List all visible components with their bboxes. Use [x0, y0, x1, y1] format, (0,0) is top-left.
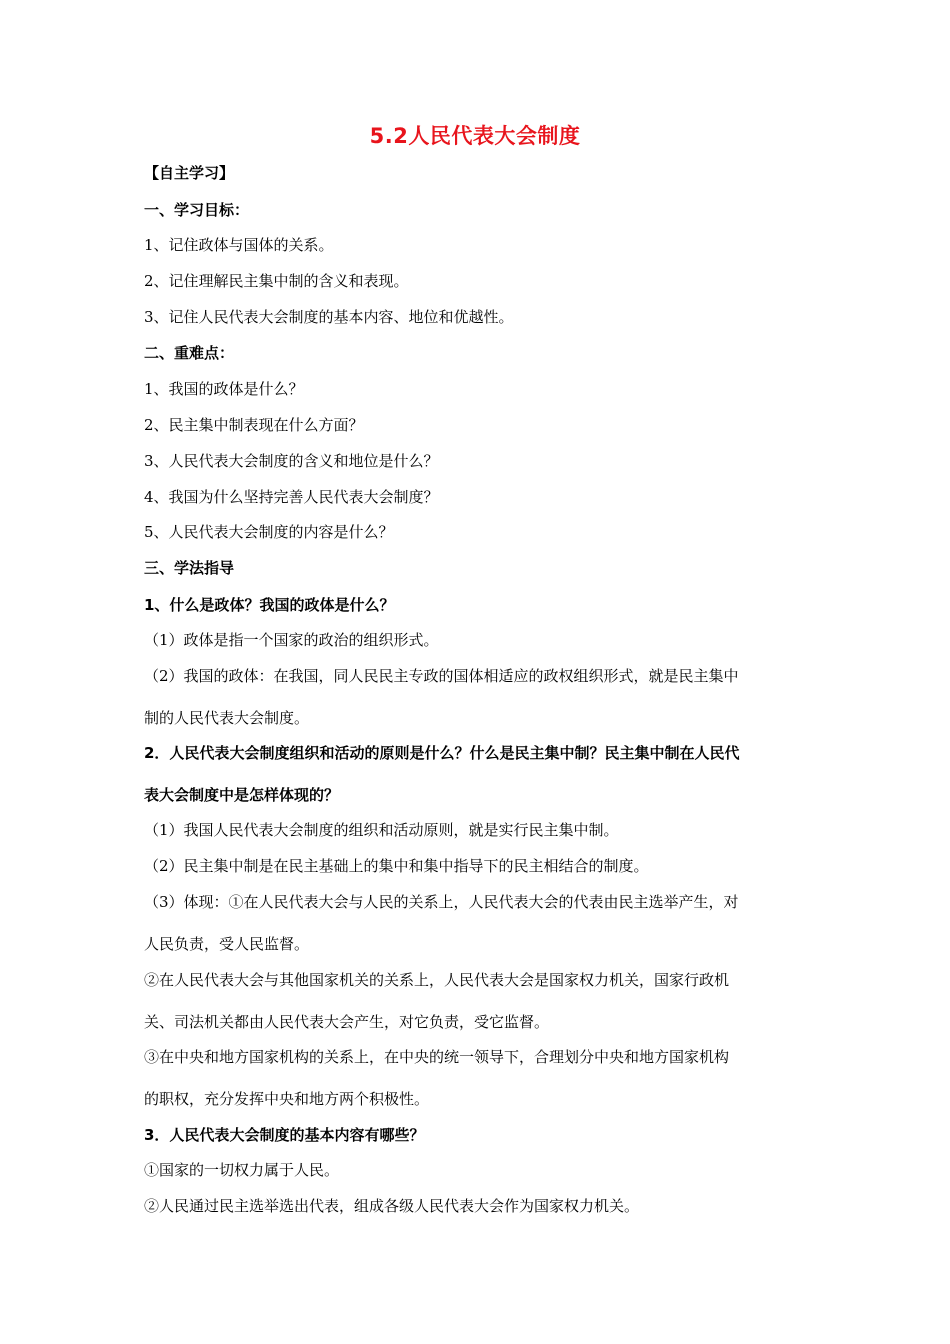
answer-line: ③在中央和地方国家机构的关系上，在中央的统一领导下，合理划分中央和地方国家机构 — [144, 1048, 730, 1066]
answer-line: ②在人民代表大会与其他国家机关的关系上，人民代表大会是国家权力机关，国家行政机 — [144, 971, 730, 989]
section-heading-self-study: 【自主学习】 — [144, 164, 235, 182]
page-title: 5.2人民代表大会制度 — [369, 124, 581, 148]
answer-line: 的职权，充分发挥中央和地方两个积极性。 — [144, 1090, 430, 1108]
section-heading-study-guide: 三、学法指导 — [144, 559, 235, 577]
question-heading: 3．人民代表大会制度的基本内容有哪些？ — [144, 1126, 425, 1144]
key-point-item: 5、人民代表大会制度的内容是什么？ — [144, 523, 394, 541]
section-heading-objectives: 一、学习目标： — [144, 201, 250, 219]
question-heading: 2．人民代表大会制度组织和活动的原则是什么？什么是民主集中制？民主集中制在人民代 — [144, 744, 740, 762]
answer-line: （3）体现：①在人民代表大会与人民的关系上，人民代表大会的代表由民主选举产生，对 — [144, 893, 739, 911]
answer-line: （1）政体是指一个国家的政治的组织形式。 — [144, 631, 439, 649]
answer-line: （1）我国人民代表大会制度的组织和活动原则，就是实行民主集中制。 — [144, 821, 619, 839]
key-point-item: 4、我国为什么坚持完善人民代表大会制度？ — [144, 488, 439, 506]
question-heading: 表大会制度中是怎样体现的？ — [144, 786, 340, 804]
objective-item: 1、记住政体与国体的关系。 — [144, 236, 334, 254]
answer-line: 关、司法机关都由人民代表大会产生，对它负责，受它监督。 — [144, 1013, 550, 1031]
key-point-item: 2、民主集中制表现在什么方面？ — [144, 416, 364, 434]
answer-line: （2）我国的政体：在我国，同人民民主专政的国体相适应的政权组织形式，就是民主集中 — [144, 667, 739, 685]
question-heading: 1、什么是政体？我国的政体是什么？ — [144, 596, 395, 614]
key-point-item: 1、我国的政体是什么？ — [144, 380, 304, 398]
answer-line: ①国家的一切权力属于人民。 — [144, 1161, 340, 1179]
answer-line: 人民负责，受人民监督。 — [144, 935, 310, 953]
section-heading-key-points: 二、重难点： — [144, 344, 235, 362]
objective-item: 3、记住人民代表大会制度的基本内容、地位和优越性。 — [144, 308, 514, 326]
answer-line: ②人民通过民主选举选出代表，组成各级人民代表大会作为国家权力机关。 — [144, 1197, 640, 1215]
answer-line: 制的人民代表大会制度。 — [144, 709, 310, 727]
answer-line: （2）民主集中制是在民主基础上的集中和集中指导下的民主相结合的制度。 — [144, 857, 649, 875]
key-point-item: 3、人民代表大会制度的含义和地位是什么？ — [144, 452, 439, 470]
objective-item: 2、记住理解民主集中制的含义和表现。 — [144, 272, 409, 290]
